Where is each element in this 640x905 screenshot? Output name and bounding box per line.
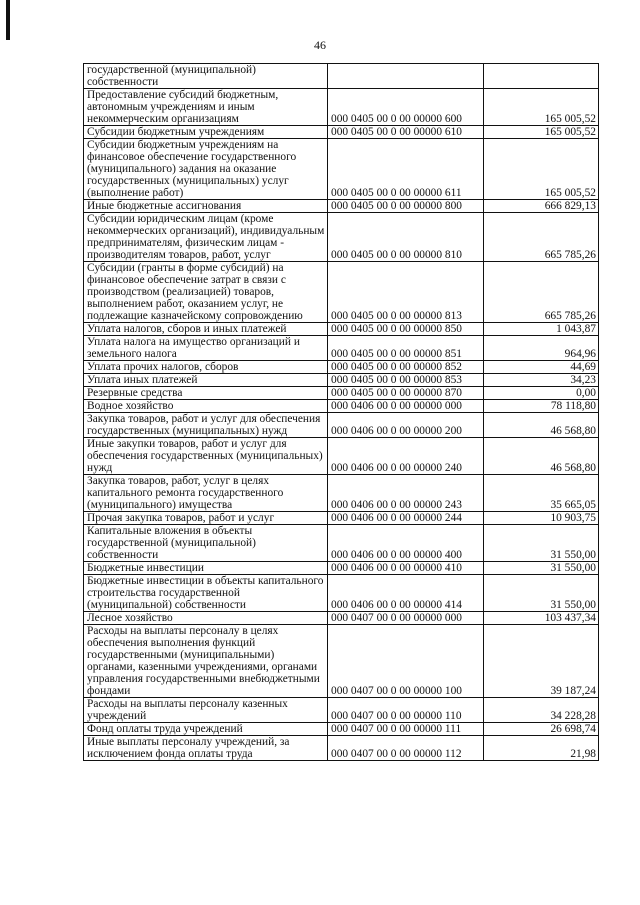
row-code: 000 0405 00 0 00 00000 870 xyxy=(328,387,484,400)
table-row xyxy=(84,612,599,625)
table-row xyxy=(84,475,599,512)
row-name: Иные бюджетные ассигнования xyxy=(84,200,328,213)
table-row xyxy=(84,413,599,438)
row-sum: 21,98 xyxy=(484,736,599,761)
budget-table xyxy=(83,63,599,761)
row-name: Лесное хозяйство xyxy=(84,612,328,625)
table-row xyxy=(84,723,599,736)
row-sum: 665 785,26 xyxy=(484,262,599,323)
row-name: Бюджетные инвестиции xyxy=(84,562,328,575)
row-code: 000 0406 00 0 00 00000 400 xyxy=(328,525,484,562)
row-code: 000 0407 00 0 00 00000 111 xyxy=(328,723,484,736)
row-code: 000 0405 00 0 00 00000 853 xyxy=(328,374,484,387)
row-sum: 666 829,13 xyxy=(484,200,599,213)
row-sum: 39 187,24 xyxy=(484,625,599,698)
row-name: Расходы на выплаты персоналу в целях обеспечения выполнения функций государственными (муниципальными) органами, казенными учреждениями, органами управления государственными внебюджетными фондами xyxy=(84,625,328,698)
table-row xyxy=(84,64,599,89)
row-code: 000 0405 00 0 00 00000 850 xyxy=(328,323,484,336)
table-row xyxy=(84,625,599,698)
row-name: Уплата иных платежей xyxy=(84,374,328,387)
row-code: 000 0407 00 0 00 00000 110 xyxy=(328,698,484,723)
table-row xyxy=(84,525,599,562)
table-row xyxy=(84,736,599,761)
table-row xyxy=(84,139,599,200)
row-name: Субсидии бюджетным учреждениям xyxy=(84,126,328,139)
row-sum: 10 903,75 xyxy=(484,512,599,525)
row-sum: 26 698,74 xyxy=(484,723,599,736)
row-code: 000 0405 00 0 00 00000 813 xyxy=(328,262,484,323)
row-code: 000 0407 00 0 00 00000 000 xyxy=(328,612,484,625)
row-name: Бюджетные инвестиции в объекты капитального строительства государственной (муниципальной) собственности xyxy=(84,575,328,612)
row-code: 000 0405 00 0 00 00000 800 xyxy=(328,200,484,213)
table-row xyxy=(84,512,599,525)
row-name: Субсидии юридическим лицам (кроме некоммерческих организаций), индивидуальным предпринимателям, физическим лицам - производителям товаров, работ, услуг xyxy=(84,213,328,262)
row-sum: 964,96 xyxy=(484,336,599,361)
row-code: 000 0405 00 0 00 00000 851 xyxy=(328,336,484,361)
row-sum: 1 043,87 xyxy=(484,323,599,336)
row-code: 000 0405 00 0 00 00000 611 xyxy=(328,139,484,200)
row-name: Расходы на выплаты персоналу казенных учреждений xyxy=(84,698,328,723)
row-code: 000 0406 00 0 00 00000 200 xyxy=(328,413,484,438)
table-row xyxy=(84,262,599,323)
row-sum: 44,69 xyxy=(484,361,599,374)
row-code: 000 0406 00 0 00 00000 410 xyxy=(328,562,484,575)
row-sum: 665 785,26 xyxy=(484,213,599,262)
row-sum: 103 437,34 xyxy=(484,612,599,625)
row-code: 000 0406 00 0 00 00000 244 xyxy=(328,512,484,525)
row-code: 000 0407 00 0 00 00000 100 xyxy=(328,625,484,698)
page-number: 46 xyxy=(314,38,326,52)
table-row xyxy=(84,374,599,387)
row-name: Капитальные вложения в объекты государственной (муниципальной) собственности xyxy=(84,525,328,562)
row-sum: 35 665,05 xyxy=(484,475,599,512)
row-name: Субсидии бюджетным учреждениям на финансовое обеспечение государственного (муниципального) задания на оказание государственных (муниципальных) услуг (выполнение работ) xyxy=(84,139,328,200)
table-row xyxy=(84,438,599,475)
row-code: 000 0407 00 0 00 00000 112 xyxy=(328,736,484,761)
row-sum: 31 550,00 xyxy=(484,562,599,575)
row-name: Закупка товаров, работ, услуг в целях капитального ремонта государственного (муниципального) имущества xyxy=(84,475,328,512)
table-row xyxy=(84,126,599,139)
table-row xyxy=(84,336,599,361)
row-name: Прочая закупка товаров, работ и услуг xyxy=(84,512,328,525)
row-name: Фонд оплаты труда учреждений xyxy=(84,723,328,736)
table-row xyxy=(84,562,599,575)
row-name: Предоставление субсидий бюджетным, автономным учреждениям и иным некоммерческим организациям xyxy=(84,89,328,126)
row-code: 000 0405 00 0 00 00000 610 xyxy=(328,126,484,139)
row-sum: 165 005,52 xyxy=(484,139,599,200)
row-code xyxy=(328,64,484,89)
table-row xyxy=(84,400,599,413)
row-code: 000 0405 00 0 00 00000 810 xyxy=(328,213,484,262)
table-row xyxy=(84,89,599,126)
table-row xyxy=(84,698,599,723)
row-sum: 46 568,80 xyxy=(484,413,599,438)
scan-edge-mark xyxy=(6,0,10,40)
row-sum: 165 005,52 xyxy=(484,89,599,126)
row-code: 000 0406 00 0 00 00000 240 xyxy=(328,438,484,475)
row-code: 000 0405 00 0 00 00000 852 xyxy=(328,361,484,374)
budget-table-body xyxy=(84,64,599,761)
row-sum: 46 568,80 xyxy=(484,438,599,475)
row-sum: 31 550,00 xyxy=(484,575,599,612)
row-name: Водное хозяйство xyxy=(84,400,328,413)
row-sum: 165 005,52 xyxy=(484,126,599,139)
row-sum: 0,00 xyxy=(484,387,599,400)
row-name: Уплата прочих налогов, сборов xyxy=(84,361,328,374)
row-code: 000 0406 00 0 00 00000 000 xyxy=(328,400,484,413)
row-sum: 78 118,80 xyxy=(484,400,599,413)
row-sum xyxy=(484,64,599,89)
row-name: Субсидии (гранты в форме субсидий) на финансовое обеспечение затрат в связи с производством (реализацией) товаров, выполнением работ, оказанием услуг, не подлежащие казначейскому сопровождению xyxy=(84,262,328,323)
row-name: Иные выплаты персоналу учреждений, за исключением фонда оплаты труда xyxy=(84,736,328,761)
table-row xyxy=(84,575,599,612)
table-row xyxy=(84,323,599,336)
row-sum: 31 550,00 xyxy=(484,525,599,562)
row-code: 000 0406 00 0 00 00000 414 xyxy=(328,575,484,612)
row-sum: 34 228,28 xyxy=(484,698,599,723)
row-name: Закупка товаров, работ и услуг для обеспечения государственных (муниципальных) нужд xyxy=(84,413,328,438)
row-code: 000 0406 00 0 00 00000 243 xyxy=(328,475,484,512)
table-row xyxy=(84,361,599,374)
row-code: 000 0405 00 0 00 00000 600 xyxy=(328,89,484,126)
row-name: Резервные средства xyxy=(84,387,328,400)
table-row xyxy=(84,200,599,213)
row-name: Иные закупки товаров, работ и услуг для обеспечения государственных (муниципальных) нужд xyxy=(84,438,328,475)
row-sum: 34,23 xyxy=(484,374,599,387)
table-row xyxy=(84,213,599,262)
row-name: Уплата налогов, сборов и иных платежей xyxy=(84,323,328,336)
table-row xyxy=(84,387,599,400)
row-name: Уплата налога на имущество организаций и земельного налога xyxy=(84,336,328,361)
row-name: государственной (муниципальной) собственности xyxy=(84,64,328,89)
